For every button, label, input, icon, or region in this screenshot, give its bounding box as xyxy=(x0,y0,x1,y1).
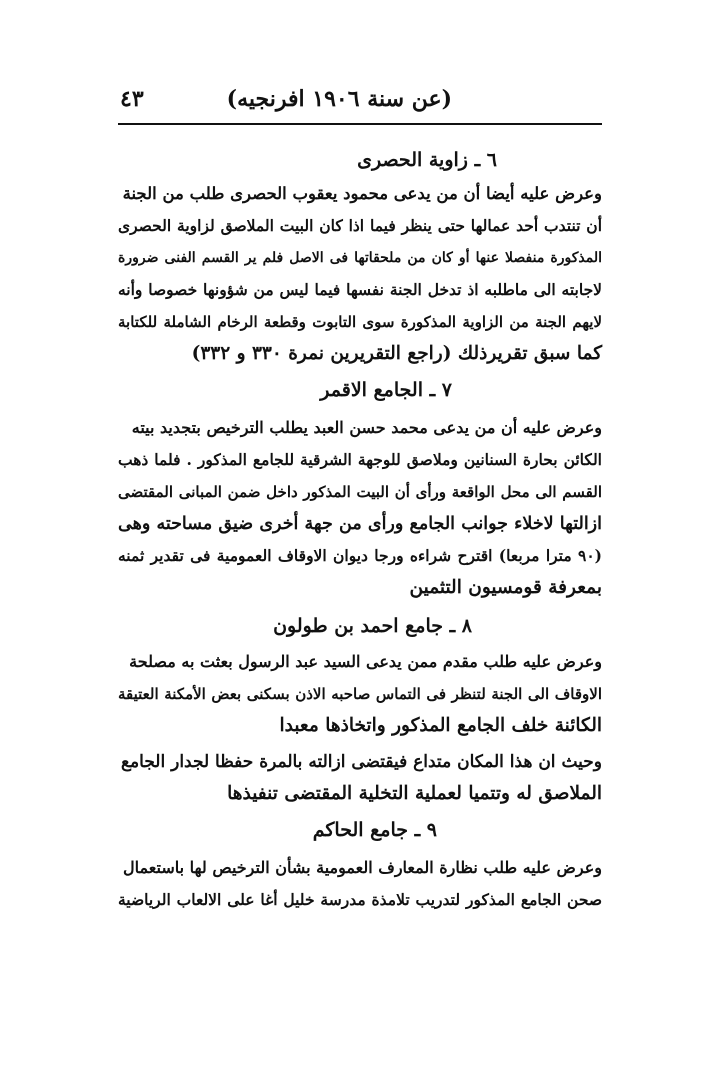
section-heading-9: ٩ ـ جامع الحاكم xyxy=(312,819,437,841)
text-line: ازالتها لاخلاء جوانب الجامع ورأى من جهة أخرى ضيق مساحته وهى xyxy=(118,514,602,534)
text-line: الاوقاف الى الجنة لتنظر فى التماس صاحبه الاذن بسكنى بعض الأمكنة العتيقة xyxy=(118,685,602,703)
text-line: كما سبق تقريرذلك (راجع التقريرين نمرة ٣٣٠ و ٣٣٢) xyxy=(191,343,602,364)
section-heading-6: ٦ ـ زاوية الحصرى xyxy=(357,149,497,171)
text-line: وعرض عليه طلب مقدم ممن يدعى السيد عبد الرسول بعثت به مصلحة xyxy=(129,652,602,671)
section-heading-8: ٨ ـ جامع احمد بن طولون xyxy=(273,615,472,637)
text-line: (٩٠ مترا مربعا) اقترح شراءه ورجا ديوان الاوقاف العمومية فى تقدير ثمنه xyxy=(118,546,602,565)
running-header xyxy=(118,84,602,124)
text-line: وعرض عليه أيضا أن من يدعى محمود يعقوب الحصرى طلب من الجنة xyxy=(122,184,602,203)
text-line: لاجابته الى ماطلبه اذ تدخل الجنة نفسها فيما ليس من شؤونها خصوصا وأنه xyxy=(118,280,602,299)
header-rule xyxy=(118,123,602,125)
text-line: بمعرفة قومسيون التثمين xyxy=(409,577,602,598)
text-line: الكائنة خلف الجامع المذكور واتخاذها معبدا xyxy=(279,715,602,736)
text-line: القسم الى محل الواقعة ورأى أن البيت المذكور داخل ضمن المبانى المقتضى xyxy=(118,483,602,501)
text-line: وعرض عليه طلب نظارة المعارف العمومية بشأن الترخيص لها باستعمال xyxy=(123,858,602,877)
page-number: ٤٣ xyxy=(120,86,144,112)
text-line: الكائن بحارة السنانين وملاصق للوجهة الشرقية للجامع المذكور . فلما ذهب xyxy=(118,450,602,469)
text-line: لايهم الجنة من الزاوية المذكورة سوى التابوت وقطعة الرخام الشاملة للكتابة xyxy=(118,313,602,331)
text-line: المذكورة منفصلا عنها أو كان من ملحقاتها فى الاصل فلم ير القسم الفنى ضرورة xyxy=(118,250,602,266)
section-heading-7: ٧ ـ الجامع الاقمر xyxy=(320,379,452,401)
text-line: وحيث ان هذا المكان متداع فيقتضى ازالته بالمرة حفظا لجدار الجامع xyxy=(121,752,602,772)
running-title: (عن سنة ١٩٠٦ افرنجيه) xyxy=(226,86,452,112)
text-line: وعرض عليه أن من يدعى محمد حسن العبد يطلب الترخيص بتجديد بيته xyxy=(131,418,602,437)
text-line: الملاصق له وتتميا لعملية التخلية المقتضى تنفيذها xyxy=(227,783,602,804)
text-line: صحن الجامع المذكور لتدريب تلامذة مدرسة خليل أغا على الالعاب الرياضية xyxy=(118,890,602,909)
text-line: أن تنتدب أحد عمالها حتى ينظر فيما اذا كان البيت الملاصق لزاوية الحصرى xyxy=(118,216,602,235)
